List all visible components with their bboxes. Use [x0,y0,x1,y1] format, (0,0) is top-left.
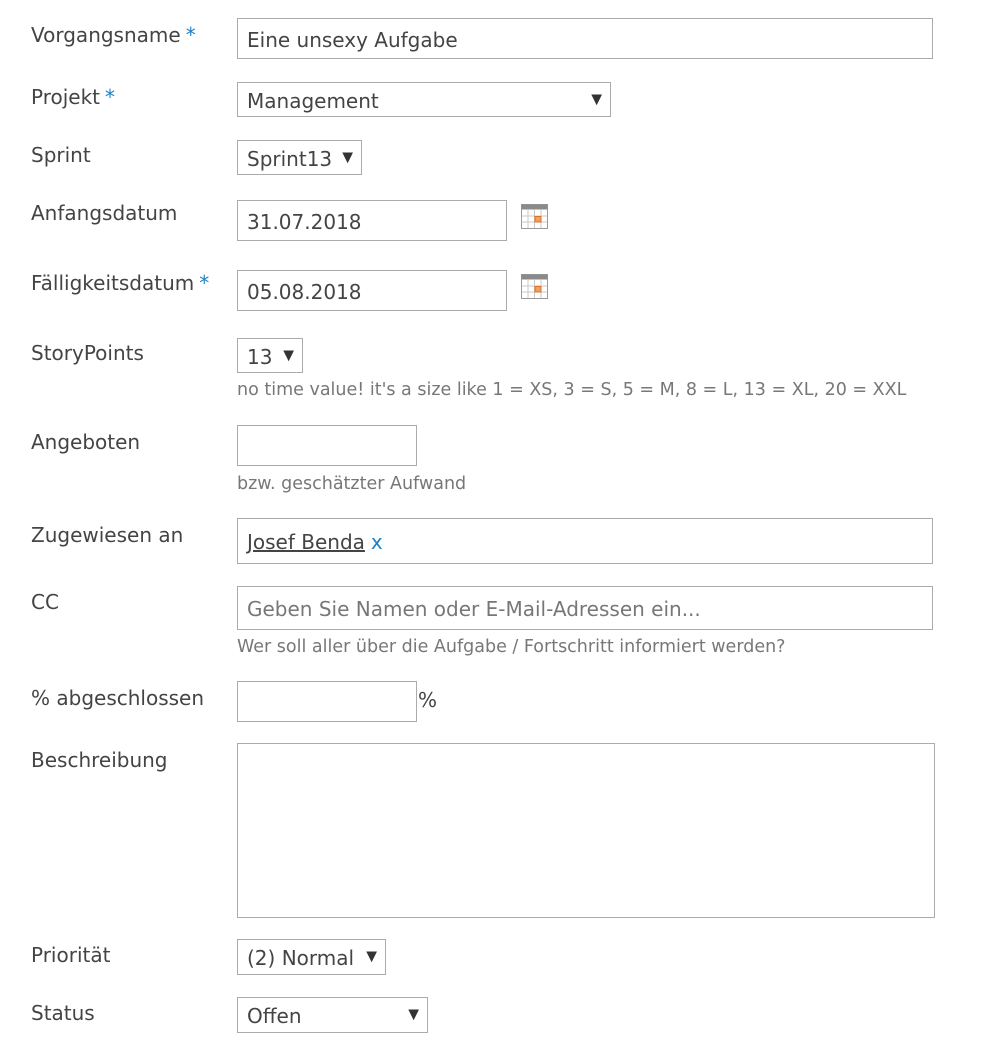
status-label: Status [31,1001,95,1025]
priority-select[interactable] [237,939,386,975]
chevron-down-icon: ▼ [591,90,602,107]
due-date-label [31,271,209,295]
sprint-select-value: Sprint13 [247,146,333,171]
calendar-icon[interactable] [521,204,548,229]
cc-placeholder: Geben Sie Namen oder E-Mail-Adressen ein... [247,597,701,621]
start-date-value: 31.07.2018 [247,209,362,234]
story-points-value: 13 [247,344,273,369]
required-marker: * [185,23,196,47]
title-input-value: Eine unsexy Aufgabe [247,27,458,52]
calendar-icon[interactable] [521,274,548,299]
cc-label: CC [31,590,59,614]
description-label: Beschreibung [31,748,168,772]
percent-complete-label: % abgeschlossen [31,686,205,710]
remove-person-button[interactable]: x [370,530,383,554]
start-date-label: Anfangsdatum [31,201,178,225]
status-select[interactable] [237,997,428,1033]
story-points-label: StoryPoints [31,341,144,365]
chevron-down-icon: ▼ [408,1006,419,1023]
title-label-text: Vorgangsname [31,23,181,47]
required-marker: * [199,271,210,295]
cc-hint: Wer soll aller über die Aufgabe / Fortschritt informiert werden? [237,637,786,657]
sprint-label: Sprint [31,143,91,167]
percent-complete-input[interactable] [237,681,417,722]
project-label-text: Projekt [31,85,101,109]
assigned-people-picker[interactable] [237,518,933,564]
due-date-input[interactable] [237,270,507,311]
assigned-label: Zugewiesen an [31,523,184,547]
project-label [31,85,115,109]
required-marker: * [105,85,116,109]
title-label [31,23,196,47]
due-date-label-text: Fälligkeitsdatum [31,271,195,295]
description-textarea[interactable] [237,743,935,918]
status-value: Offen [247,1004,302,1028]
offered-label: Angeboten [31,430,141,454]
offered-hint: bzw. geschätzter Aufwand [237,474,467,494]
offered-input[interactable] [237,425,417,466]
assigned-person-link[interactable]: Josef Benda [247,530,365,554]
priority-label: Priorität [31,943,111,967]
cc-people-picker[interactable] [237,586,933,630]
story-points-select[interactable] [237,338,303,373]
title-input[interactable] [237,18,933,59]
chevron-down-icon: ▼ [342,148,353,165]
project-select[interactable] [237,82,611,117]
priority-value: (2) Normal [247,946,355,970]
due-date-value: 05.08.2018 [247,279,362,304]
sprint-select[interactable] [237,140,362,175]
chevron-down-icon: ▼ [366,948,377,965]
start-date-input[interactable] [237,200,507,241]
story-points-hint: no time value! it's a size like 1 = XS, 3 = S, 5 = M, 8 = L, 13 = XL, 20 = XXL [237,380,907,400]
percent-suffix: % [418,688,438,712]
chevron-down-icon: ▼ [283,346,294,363]
project-select-value: Management [247,88,379,113]
assigned-entity [247,532,383,552]
